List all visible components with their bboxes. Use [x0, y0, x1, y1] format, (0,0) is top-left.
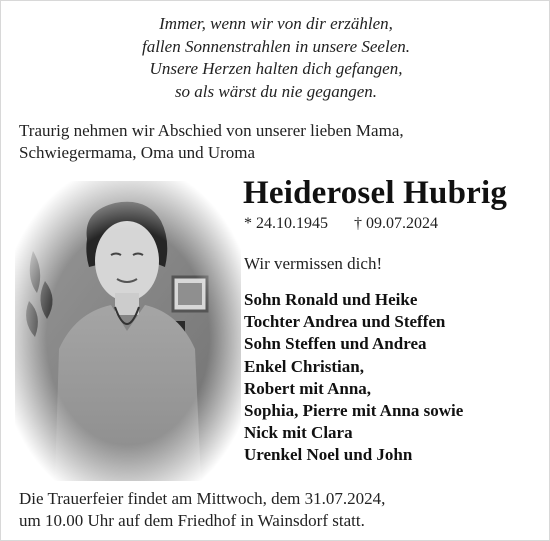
funeral-line: um 10.00 Uhr auf dem Friedhof in Wainsdorf statt.: [19, 511, 365, 530]
intro-line: Schwiegermama, Oma und Uroma: [19, 143, 256, 162]
poem-line: so als wärst du nie gegangen.: [174, 81, 378, 101]
family-line: Sophia, Pierre mit Anna sowie: [244, 401, 464, 421]
funeral-info: [19, 488, 539, 532]
poem-line: Unsere Herzen halten dich gefangen,: [149, 59, 403, 78]
portrait-photo: [15, 181, 241, 481]
family-line: Sohn Ronald und Heike: [244, 290, 418, 309]
funeral-line: Die Trauerfeier findet am Mittwoch, dem 31.07.2024,: [19, 489, 386, 508]
intro-line: Traurig nehmen wir Abschied von unserer lieben Mama,: [19, 121, 404, 140]
intro-text: [19, 120, 539, 164]
life-dates: [244, 214, 438, 234]
family-line: Nick mit Clara: [244, 423, 353, 443]
memorial-poem: [1, 13, 550, 103]
deceased-name: Heiderosel Hubrig: [243, 175, 508, 211]
family-line: Tochter Andrea und Steffen: [244, 312, 446, 332]
death-date: † 09.07.2024: [354, 215, 438, 232]
poem-line: fallen Sonnenstrahlen in unsere Seelen.: [141, 36, 410, 56]
family-line: Urenkel Noel und John: [244, 445, 413, 465]
family-line: Enkel Christian,: [244, 356, 364, 376]
poem-line: Immer, wenn wir von dir erzählen,: [159, 14, 393, 33]
farewell-message: Wir vermissen dich!: [244, 254, 383, 273]
family-line: Sohn Steffen und Andrea: [244, 334, 427, 354]
family-list: [244, 289, 463, 467]
family-line: Robert mit Anna,: [244, 378, 372, 398]
birth-date: * 24.10.1945: [244, 215, 328, 232]
